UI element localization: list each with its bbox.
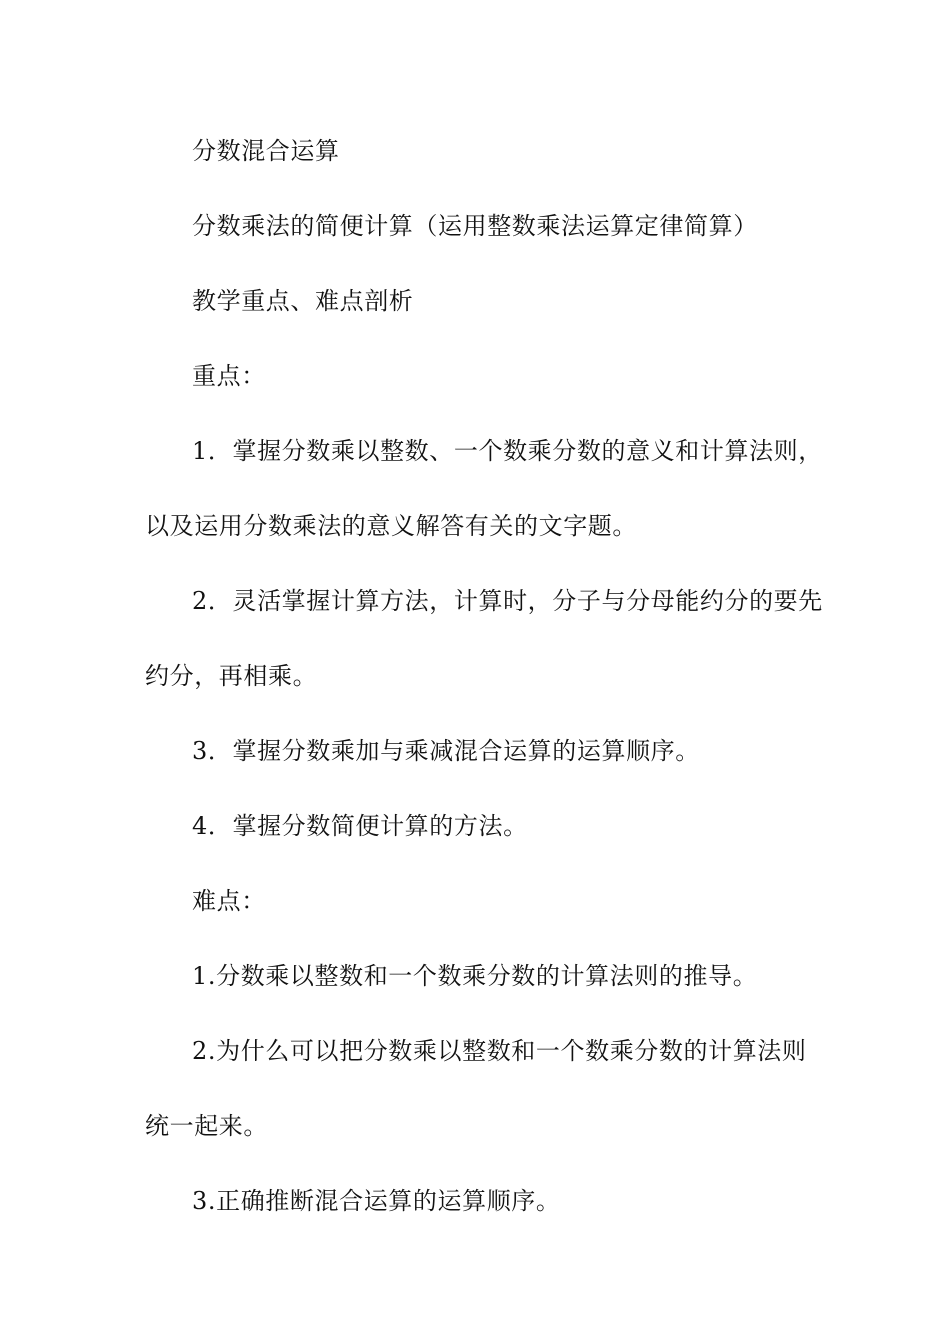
key-point-2-line-1: 2．灵活掌握计算方法，计算时，分子与分母能约分的要先 — [192, 587, 823, 615]
document-title: 分数混合运算 — [192, 137, 340, 165]
key-point-4: 4．掌握分数简便计算的方法。 — [192, 812, 528, 840]
difficulties-label: 难点： — [192, 887, 266, 915]
document-subtitle: 分数乘法的简便计算（运用整数乘法运算定律简算） — [192, 212, 758, 240]
difficulty-1: 1.分数乘以整数和一个数乘分数的计算法则的推导。 — [192, 962, 758, 990]
difficulty-2-line-2: 统一起来。 — [145, 1112, 268, 1140]
key-point-2-line-2: 约分，再相乘。 — [145, 662, 318, 690]
difficulty-2-line-1: 2.为什么可以把分数乘以整数和一个数乘分数的计算法则 — [192, 1037, 807, 1065]
key-point-3: 3．掌握分数乘加与乘减混合运算的运算顺序。 — [192, 737, 700, 765]
key-point-1-line-1: 1．掌握分数乘以整数、一个数乘分数的意义和计算法则， — [192, 437, 823, 465]
difficulty-3: 3.正确推断混合运算的运算顺序。 — [192, 1187, 561, 1215]
key-point-1-line-2: 以及运用分数乘法的意义解答有关的文字题。 — [145, 512, 637, 540]
section-heading: 教学重点、难点剖析 — [192, 287, 414, 315]
key-points-label: 重点： — [192, 362, 266, 390]
